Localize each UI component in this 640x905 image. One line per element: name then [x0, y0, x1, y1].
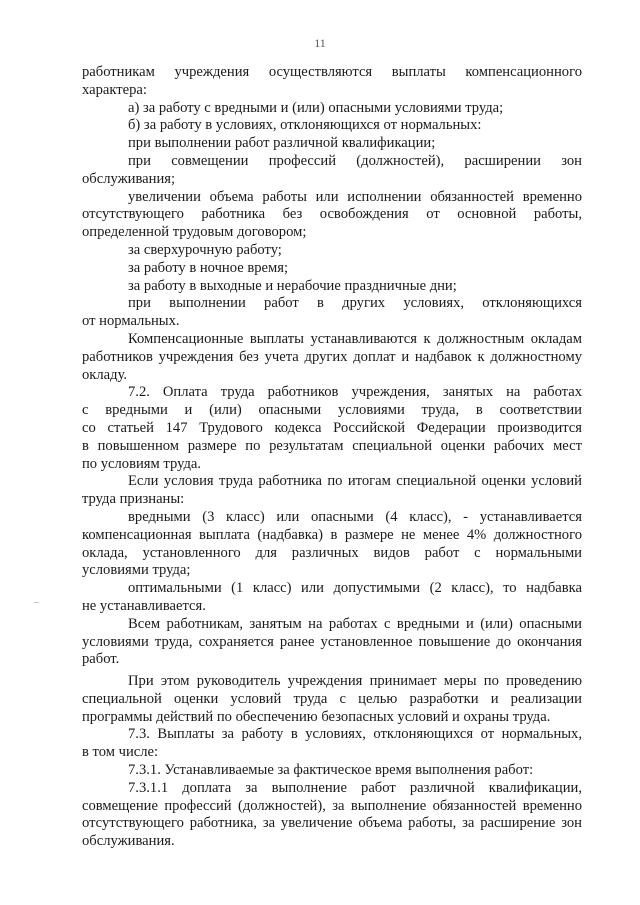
- text-line: вредными (3 класс) или опасными (4 класс), - устанавливается: [128, 508, 582, 525]
- paragraph-intro: [82, 64, 582, 100]
- text-line: специальной оценки условий труда с целью разработки и реализации: [82, 690, 582, 707]
- text-line: с вредными и (или) опасными условиями труда, в соответствии: [82, 402, 582, 419]
- text-line: за работу в ночное время;: [128, 259, 289, 276]
- text-line: при совмещении профессий (должностей), расширении зон: [128, 152, 582, 169]
- list-item-overtime: [82, 242, 582, 260]
- text-line: Компенсационные выплаты устанавливаются к должностным окладам: [128, 330, 582, 347]
- paragraph-assessment: [82, 473, 582, 509]
- scan-mark: [34, 602, 39, 603]
- list-item-a: [82, 100, 582, 118]
- list-item-qualification: [82, 135, 582, 153]
- text-line: 7.3. Выплаты за работу в условиях, отклоняющихся от нормальных,: [128, 726, 582, 743]
- list-item-increase: [82, 189, 582, 242]
- paragraph-head-measures: [82, 673, 582, 726]
- paragraph-7-2: [82, 384, 582, 473]
- text-line: 7.3.1.1 доплата за выполнение работ различной квалификации,: [128, 779, 582, 796]
- paragraph-7-3-1: [82, 762, 582, 780]
- text-line: в том числе:: [82, 744, 159, 761]
- text-line: обслуживания;: [82, 170, 176, 187]
- text-line: обслуживания.: [82, 833, 175, 850]
- text-line: оптимальными (1 класс) или допустимыми (2 класс), то надбавка: [128, 580, 582, 597]
- text-line: в повышенном размере по результатам специальной оценки рабочих мест: [82, 437, 582, 454]
- text-line: не устанавливается.: [82, 597, 206, 614]
- text-line: программы действий по обеспечению безопасных условий и охраны труда.: [82, 708, 551, 725]
- text-line: компенсационная выплата (надбавка) в размере не менее 4% должностного: [82, 526, 582, 543]
- text-line: при выполнении работ в других условиях, отклоняющихся: [128, 295, 582, 312]
- text-line: окладу.: [82, 366, 128, 383]
- text-line: условиями труда, сохраняется ранее установленное повышение до окончания: [82, 633, 582, 650]
- paragraph-harmful: [82, 509, 582, 580]
- text-line: работникам учреждения осуществляются выплаты компенсационного: [82, 64, 582, 80]
- list-item-other-conditions: [82, 295, 582, 331]
- text-line: увеличении объема работы или исполнении обязанностей временно: [128, 188, 582, 205]
- text-line: оклада, установленного для различных видов работ с нормальными: [82, 544, 582, 561]
- paragraph-optimal: [82, 580, 582, 616]
- text-line: отсутствующего работника без освобождения от основной работы,: [82, 206, 582, 223]
- page-number: 11: [314, 36, 326, 50]
- text-line: 7.3.1. Устанавливаемые за фактическое время выполнения работ:: [128, 762, 534, 779]
- text-line: работ.: [82, 651, 120, 668]
- text-line: а) за работу с вредными и (или) опасными условиями труда;: [128, 99, 504, 116]
- document-body: [82, 64, 582, 851]
- text-line: Если условия труда работника по итогам специальной оценки условий: [128, 473, 582, 490]
- paragraph-7-3: [82, 726, 582, 762]
- text-line: характера:: [82, 81, 147, 98]
- list-item-b: [82, 117, 582, 135]
- list-item-holidays: [82, 278, 582, 296]
- list-item-combination: [82, 153, 582, 189]
- paragraph-7-3-1-1: [82, 780, 582, 851]
- text-line: за работу в выходные и нерабочие праздничные дни;: [128, 277, 457, 294]
- text-line: Всем работникам, занятым на работах с вредными и (или) опасными: [128, 615, 582, 632]
- text-line: по условиям труда.: [82, 455, 201, 472]
- text-line: работников учреждения без учета других доплат и надбавок к должностному: [82, 348, 582, 365]
- text-line: при выполнении работ различной квалификации;: [128, 135, 436, 152]
- paragraph-compensation: [82, 331, 582, 384]
- text-line: условиями труда;: [82, 562, 191, 579]
- text-line: При этом руководитель учреждения принимает меры по проведению: [128, 673, 582, 690]
- text-line: со статьей 147 Трудового кодекса Российской Федерации производится: [82, 419, 582, 436]
- text-line: 7.2. Оплата труда работников учреждения, занятых на работах: [128, 384, 582, 401]
- text-line: отсутствующего работника, за увеличение объема работы, за расширение зон: [82, 815, 582, 832]
- text-line: за сверхурочную работу;: [128, 241, 282, 258]
- text-line: труда признаны:: [82, 491, 185, 508]
- text-line: б) за работу в условиях, отклоняющихся от нормальных:: [128, 117, 482, 134]
- text-line: от нормальных.: [82, 313, 180, 330]
- text-line: определенной трудовым договором;: [82, 224, 307, 241]
- text-line: совмещение профессий (должностей), за выполнение обязанностей временно: [82, 797, 582, 814]
- list-item-night: [82, 260, 582, 278]
- paragraph-all-workers: [82, 616, 582, 669]
